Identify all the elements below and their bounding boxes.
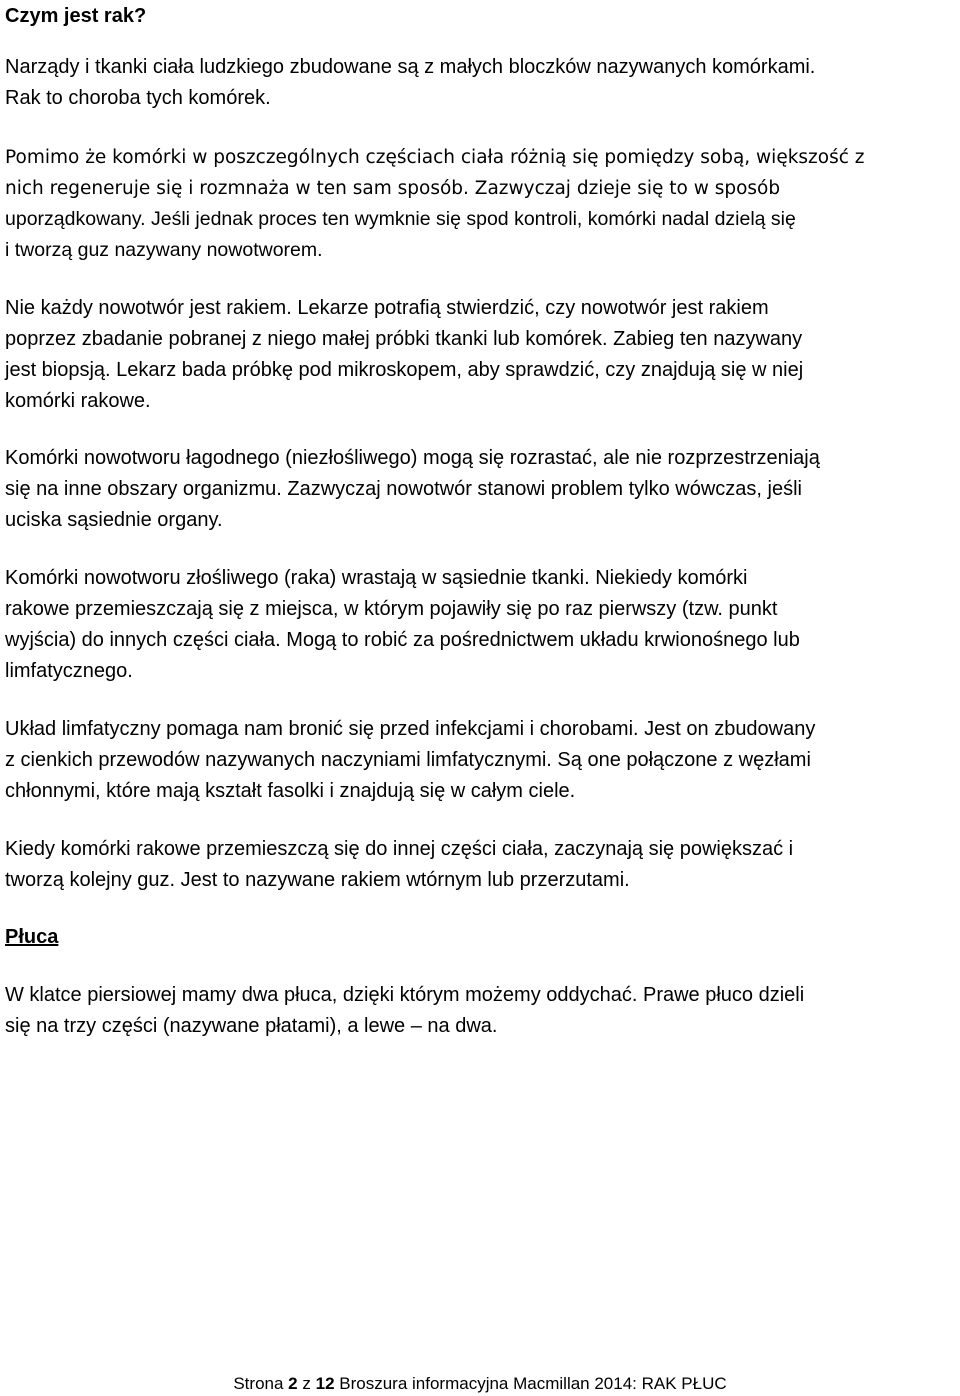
paragraph-intro [5,52,957,114]
text-line: nich regeneruje się i rozmnaża w ten sam sposób. Zazwyczaj dzieje się to w sposób [5,178,781,199]
text-line: Nie każdy nowotwór jest rakiem. Lekarze potrafią stwierdzić, czy nowotwór jest rakiem [5,297,769,319]
text-line: wyjścia) do innych części ciała. Mogą to robić za pośrednictwem układu krwionośnego lub [5,629,800,651]
footer-page-total: 12 [315,1374,335,1393]
text-line: poprzez zbadanie pobranej z niego małej próbki tkanki lub komórek. Zabieg ten nazywany [5,328,803,350]
text-line: Narządy i tkanki ciała ludzkiego zbudowane są z małych bloczków nazywanych komórkami. [5,56,816,78]
page-title: Czym jest rak? [5,5,147,27]
footer-publication: Broszura informacyjna Macmillan 2014: RAK PŁUC [339,1374,727,1393]
text-line: rakowe przemieszczają się z miejsca, w którym pojawiły się po raz pierwszy (tzw. punkt [5,598,778,620]
text-line: się na trzy części (nazywane płatami), a lewe – na dwa. [5,1015,498,1037]
text-line: uporządkowany. Jeśli jednak proces ten wymknie się spod kontroli, komórki nadal dzielą się [5,208,796,230]
text-line: i tworzą guz nazywany nowotworem. [5,239,323,261]
paragraph-biopsy [5,293,957,417]
text-line: Komórki nowotworu łagodnego (niezłośliwego) mogą się rozrastać, ale nie rozprzestrzeniają [5,447,820,469]
paragraph-metastasis [5,834,957,896]
paragraph-lungs [5,980,957,1042]
text-line: się na inne obszary organizmu. Zazwyczaj nowotwór stanowi problem tylko wówczas, jeśli [5,478,802,500]
text-line: Pomimo że komórki w poszczególnych częściach ciała różnią się pomiędzy sobą, większość z [5,147,865,168]
text-line: komórki rakowe. [5,390,151,412]
text-line: uciska sąsiednie organy. [5,509,223,531]
paragraph-lymphatic-system [5,714,957,807]
text-line: jest biopsją. Lekarz bada próbkę pod mikroskopem, aby sprawdzić, czy znajdują się w niej [5,359,804,381]
text-line: Kiedy komórki rakowe przemieszczą się do innej części ciała, zaczynają się powiększać i [5,838,794,860]
text-line: chłonnymi, które mają kształt fasolki i znajdują się w całym ciele. [5,780,576,802]
text-line: Rak to choroba tych komórek. [5,87,271,109]
text-line: W klatce piersiowej mamy dwa płuca, dzięki którym możemy oddychać. Prawe płuco dzieli [5,984,805,1006]
footer-page-number: 2 [288,1374,298,1393]
paragraph-benign-tumor [5,443,957,536]
footer-separator: z [302,1374,311,1393]
section-heading-lungs: Płuca [5,926,59,948]
text-line: Komórki nowotworu złośliwego (raka) wrastają w sąsiednie tkanki. Niekiedy komórki [5,567,748,589]
paragraph-cell-regeneration [5,142,957,266]
text-line: limfatycznego. [5,660,133,682]
footer-page-label: Strona [233,1374,284,1393]
text-line: Układ limfatyczny pomaga nam bronić się przed infekcjami i chorobami. Jest on zbudowany [5,718,816,740]
document-page [5,0,957,1396]
text-line: z cienkich przewodów nazywanych naczyniami limfatycznymi. Są one połączone z węzłami [5,749,811,771]
text-line: tworzą kolejny guz. Jest to nazywane rakiem wtórnym lub przerzutami. [5,869,630,891]
page-footer [0,1373,960,1395]
paragraph-malignant-tumor [5,563,957,687]
